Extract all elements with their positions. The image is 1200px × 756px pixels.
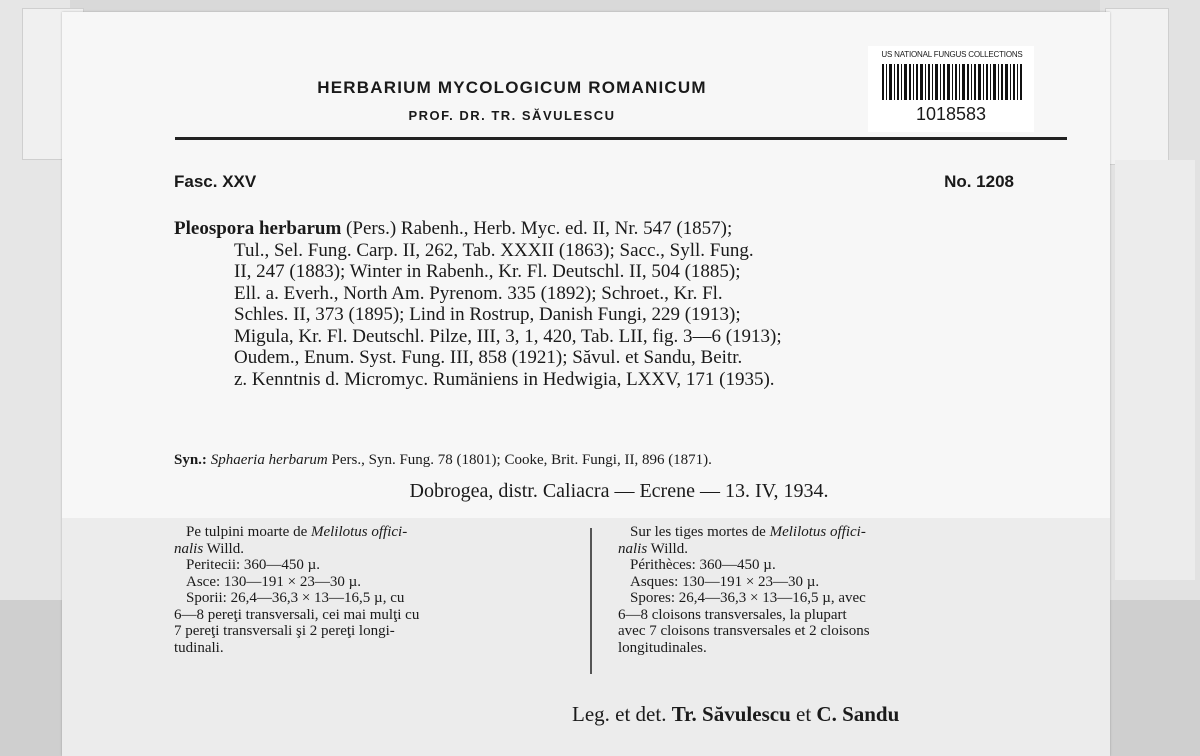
reference-text: (Pers.) Rabenh., Herb. Myc. ed. II, Nr. 547 (1857); [341, 218, 733, 239]
synonym-line [174, 452, 712, 469]
description-line: avec 7 cloisons transversales et 2 cloisons [618, 623, 870, 639]
description-line: 6—8 cloisons transversales, la plupart [618, 606, 847, 623]
synonym-label: Syn.: [174, 452, 207, 468]
synonym-text: Pers., Syn. Fung. 78 (1801); Cooke, Brit. Fungi, II, 896 (1871). [327, 452, 712, 468]
host-name: Melilotus offici- [769, 524, 866, 540]
description-line: Asce: 130—191 × 23—30 µ. [186, 573, 362, 590]
description-text: Sur les tiges mortes de [630, 524, 770, 540]
collector-prefix: Leg. et det. [572, 702, 672, 726]
description-line [618, 541, 1018, 558]
description-line: 6—8 pereţi transversali, cei mai mulţi cu [174, 606, 420, 623]
locality-line: Dobrogea, distr. Caliacra — Ecrene — 13. IV, 1934. [409, 480, 829, 502]
description-line: Périthèces: 360—450 µ. [630, 557, 776, 573]
collector-name: C. Sandu [816, 702, 900, 726]
reference-line: Migula, Kr. Fl. Deutschl. Pilze, III, 3, 1, 420, Tab. LII, fig. 3—6 (1913); [234, 325, 782, 347]
species-references [174, 218, 1019, 390]
description-text: Willd. [203, 540, 244, 557]
reference-line: Schles. II, 373 (1895); Lind in Rostrup, Danish Fungi, 229 (1913); [234, 304, 741, 325]
host-name: Melilotus offici- [310, 524, 408, 540]
collector-conjunction: et [790, 702, 817, 726]
collector-name: Tr. Săvulescu [671, 702, 791, 726]
description-line: Peritecii: 360—450 µ. [186, 557, 321, 573]
paper-edge-right [1115, 160, 1195, 580]
description-line [174, 541, 574, 558]
description-line: tudinali. [174, 639, 224, 656]
reference-line: Ell. a. Everh., North Am. Pyrenom. 335 (1892); Schroet., Kr. Fl. [234, 282, 723, 304]
description-text: Pe tulpini moarte de [186, 524, 311, 540]
herbarium-title: HERBARIUM MYCOLOGICUM ROMANICUM [317, 78, 707, 97]
fascicle-label: Fasc. XXV [174, 172, 257, 191]
column-divider [590, 528, 592, 674]
host-name: nalis [174, 540, 204, 557]
herbarium-label [62, 12, 1110, 756]
reference-line: z. Kenntnis d. Micromyc. Rumäniens in Hedwigia, LXXV, 171 (1935). [234, 368, 775, 390]
description-line [174, 524, 574, 541]
reference-line: Tul., Sel. Fung. Carp. II, 262, Tab. XXXII (1863); Sacc., Syll. Fung. [234, 239, 754, 261]
header-rule [175, 137, 1067, 140]
barcode-caption: US NATIONAL FUNGUS COLLECTIONS [881, 50, 1023, 59]
specimen-number: No. 1208 [944, 172, 1014, 191]
description-line [618, 524, 1018, 541]
description-line: longitudinales. [618, 639, 707, 656]
host-name: nalis [618, 540, 648, 557]
synonym-name: Sphaeria herbarum [210, 452, 328, 468]
description-french [618, 524, 1018, 656]
reference-line: II, 247 (1883); Winter in Rabenh., Kr. Fl. Deutschl. II, 504 (1885); [234, 261, 741, 282]
barcode-number: 1018583 [915, 104, 987, 124]
description-text: Willd. [647, 540, 688, 557]
description-line: Spores: 26,4—36,3 × 13—16,5 µ, avec [630, 590, 866, 606]
species-name: Pleospora herbarum [174, 218, 342, 239]
paper-tab-right [1105, 8, 1169, 165]
description-line: Sporii: 26,4—36,3 × 13—16,5 µ, cu [186, 590, 405, 606]
collector-line [572, 702, 899, 727]
reference-line: Oudem., Enum. Syst. Fung. III, 858 (1921); Săvul. et Sandu, Beitr. [234, 347, 743, 368]
reference-line [174, 218, 1019, 240]
description-romanian [174, 524, 574, 656]
description-line: 7 pereţi transversali şi 2 pereţi longi- [174, 623, 395, 639]
barcode-label [868, 46, 1034, 132]
barcode-icon [882, 64, 1022, 100]
description-line: Asques: 130—191 × 23—30 µ. [630, 573, 820, 590]
herbarium-subtitle: PROF. DR. TR. SĂVULESCU [408, 108, 616, 123]
